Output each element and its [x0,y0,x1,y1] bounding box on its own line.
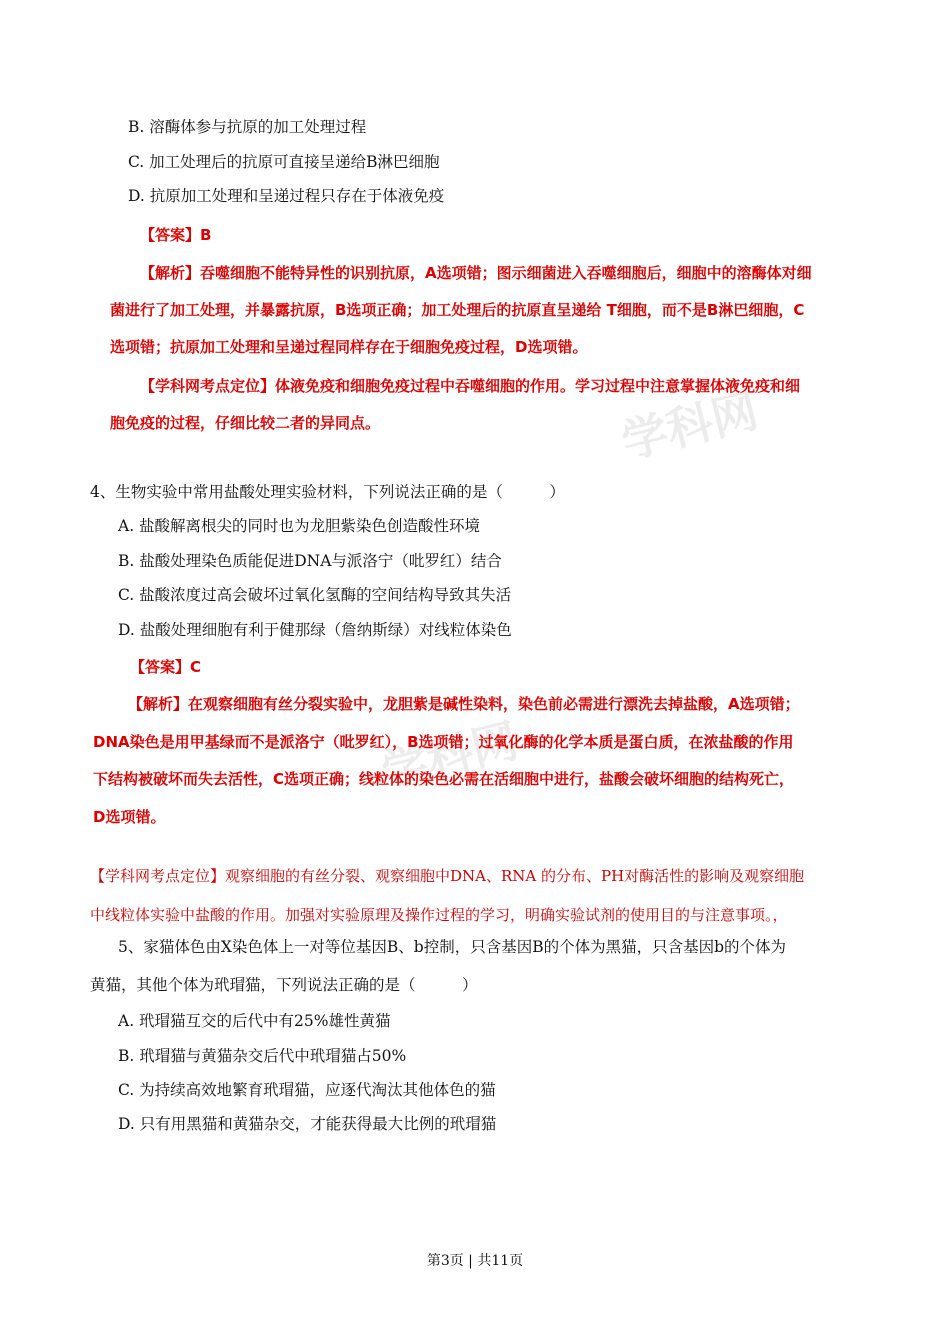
q4-analysis-line: 下结构被破坏而失去活性，C选项正确；线粒体的染色必需在活细胞中进行，盐酸会破坏细胞的结构死亡， [93,770,795,788]
q5-option-b: B. 玳瑁猫与黄猫杂交后代中玳瑁猫占50% [118,1047,407,1065]
q3-option-c: C. 加工处理后的抗原可直接呈递给B淋巴细胞 [128,153,440,171]
q3-location-line: 胞免疫的过程，仔细比较二者的异同点。 [110,414,381,432]
q4-answer: 【答案】C [130,658,202,676]
q3-answer: 【答案】B [140,226,212,244]
q4-analysis-line: D选项错。 [93,808,166,826]
q3-option-d: D. 抗原加工处理和呈递过程只存在于体液免疫 [128,187,445,205]
watermark: 学科网 [376,713,524,799]
q4-location-line: 【学科网考点定位】观察细胞的有丝分裂、观察细胞中DNA、RNA 的分布、PH对酶活性的影响及观察细胞 [90,867,805,885]
q5-option-a: A. 玳瑁猫互交的后代中有25%雄性黄猫 [118,1012,391,1030]
q5-stem-line: 黄猫，其他个体为玳瑁猫，下列说法正确的是（ ） [90,976,478,994]
q5-option-c: C. 为持续高效地繁育玳瑁猫，应逐代淘汰其他体色的猫 [118,1081,496,1099]
q3-analysis-line: 【解析】吞噬细胞不能特异性的识别抗原，A选项错；图示细菌进入吞噬细胞后，细胞中的溶酶体对细 [140,264,812,282]
q4-option-d: D. 盐酸处理细胞有利于健那绿（詹纳斯绿）对线粒体染色 [118,621,512,639]
q4-option-b: B. 盐酸处理染色质能促进DNA与派洛宁（吡罗红）结合 [118,552,502,570]
watermark: 学科网 [616,383,764,469]
q4-location-line: 中线粒体实验中盐酸的作用。加强对实验原理及操作过程的学习，明确实验试剂的使用目的与注意事项。， [90,906,788,924]
q5-option-d: D. 只有用黑猫和黄猫杂交，才能获得最大比例的玳瑁猫 [118,1115,497,1133]
page-footer: 第3页 | 共11页 [426,1253,524,1269]
q3-analysis-line: 选项错；抗原加工处理和呈递过程同样存在于细胞免疫过程，D选项错。 [110,338,588,356]
q4-stem: 4、生物实验中常用盐酸处理实验材料，下列说法正确的是（ ） [90,483,565,501]
q3-analysis-line: 菌进行了加工处理，并暴露抗原，B选项正确；加工处理后的抗原直呈递给 T细胞，而不是B淋巴细胞，C [110,301,805,319]
q3-option-b: B. 溶酶体参与抗原的加工处理过程 [128,118,367,136]
q4-analysis-line: DNA染色是用甲基绿而不是派洛宁（吡罗红），B选项错；过氧化酶的化学本质是蛋白质，在浓盐酸的作用 [93,733,794,751]
q4-analysis-line: 【解析】在观察细胞有丝分裂实验中，龙胆紫是碱性染料，染色前必需进行漂洗去掉盐酸，A选项错； [128,695,800,713]
q5-stem-line: 5、家猫体色由X染色体上一对等位基因B、b控制，只含基因B的个体为黑猫，只含基因b的个体为 [118,938,787,956]
q4-option-a: A. 盐酸解离根尖的同时也为龙胆紫染色创造酸性环境 [118,517,481,535]
q3-location-line: 【学科网考点定位】体液免疫和细胞免疫过程中吞噬细胞的作用。学习过程中注意掌握体液免疫和细 [140,377,801,395]
q4-option-c: C. 盐酸浓度过高会破坏过氧化氢酶的空间结构导致其失活 [118,586,512,604]
